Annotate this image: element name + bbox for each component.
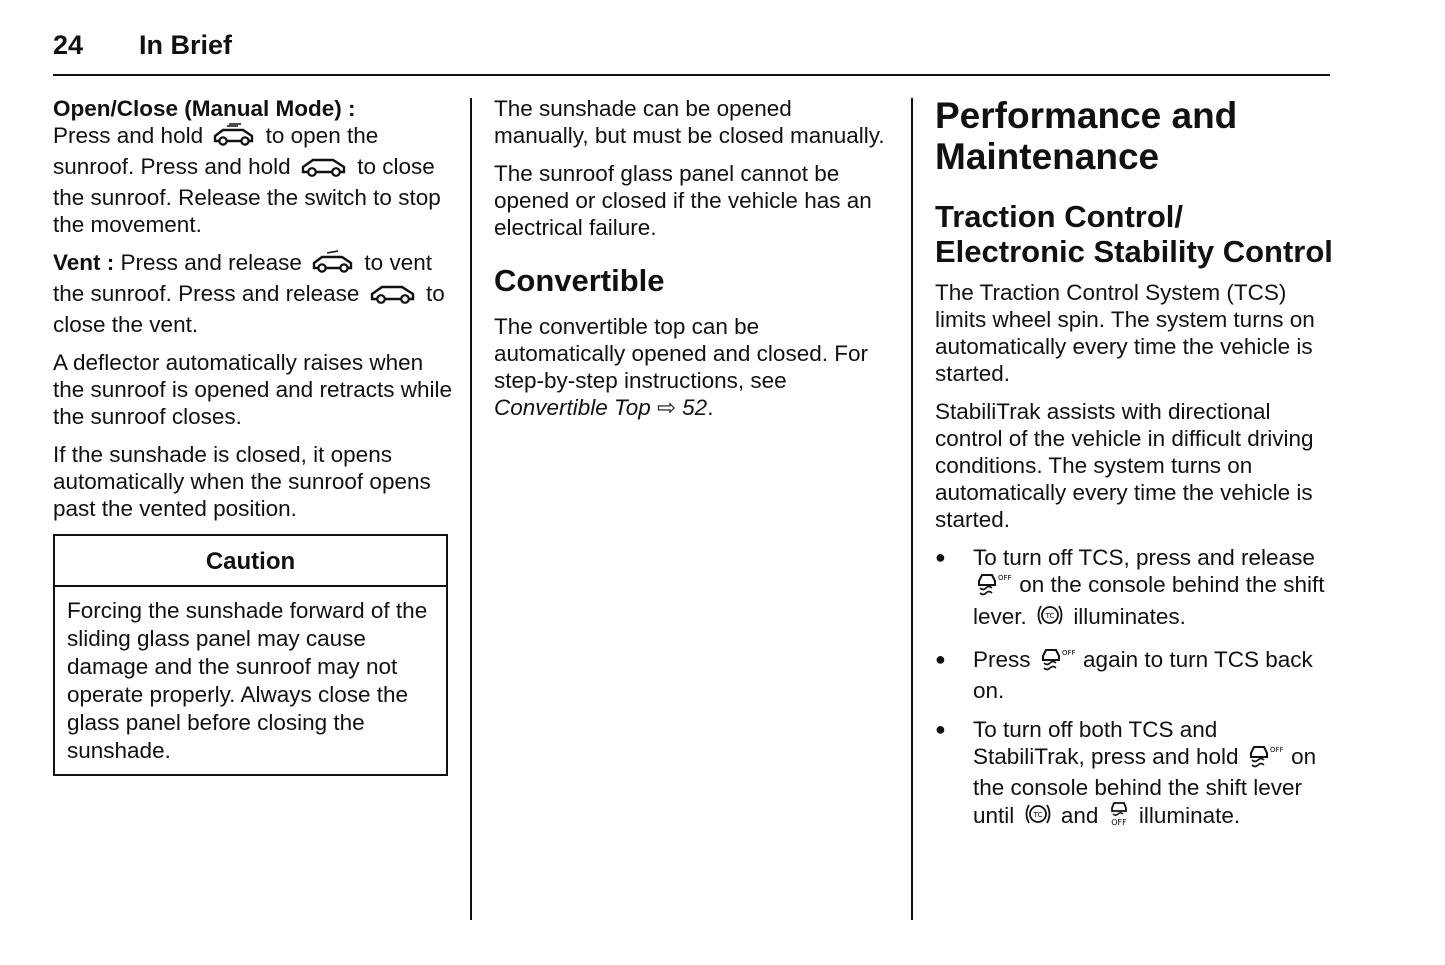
sunroof-vent-icon [311,250,355,280]
convertible-paragraph: The convertible top can be automatically opened and closed. For step-by-step instructions, see Convertible Top ⇨ 52. [494,314,868,420]
svg-text:OFF: OFF [1061,649,1076,657]
xref-arrow-icon: ⇨ [657,395,676,420]
convertible-top-link[interactable]: Convertible Top ⇨ 52 [494,395,708,420]
list-item: ● To turn off both TCS and StabiliTrak, press and hold OFF on the console behind the shift lever until TC and OFF illuminate. [935,716,1335,833]
tc-indicator-icon [1024,801,1052,833]
tcs-instructions-list [935,544,1335,833]
tc-off-button-icon [976,572,1010,602]
tcs-paragraph: The Traction Control System (TCS) limits wheel spin. The system turns on automatically every time the vehicle is started. [935,280,1315,386]
open-close-paragraph: Open/Close (Manual Mode) : Press and hold to open the sunroof. Press and hold to close the sunroof. Release the switch to stop the movement. [53,96,441,237]
convertible-heading: Convertible [494,263,665,298]
svg-text:OFF: OFF [998,574,1012,582]
stabilitrak-paragraph: StabiliTrak assists with directional control of the vehicle in difficult driving conditions. The system turns on automatically every time the vehicle is started. [935,399,1314,532]
tc-off-button-icon [1248,744,1282,774]
column-divider-2 [911,98,913,920]
vent-paragraph: Vent : Press and release to vent the sunroof. Press and release to close the vent. [53,250,445,337]
traction-control-heading: Traction Control/ Electronic Stability Control [935,199,1333,269]
page-header [53,30,1330,76]
list-item: ● To turn off TCS, press and release OFF on the console behind the shift lever. TC illuminates. [935,544,1335,634]
column-3 [935,95,1335,845]
sunshade-manual-paragraph: The sunshade can be opened manually, but must be closed manually. [494,96,885,148]
page-number: 24 [53,30,84,60]
performance-heading: Performance and Maintenance [935,95,1238,177]
caution-body: Forcing the sunshade forward of the sliding glass panel may cause damage and the sunroof may not operate properly. Always close the glass panel before closing the sunshade. [67,598,428,763]
svg-text:OFF: OFF [1269,746,1284,754]
svg-text:TC: TC [1033,811,1042,819]
column-1 [53,95,453,776]
caution-title: Caution [55,536,446,587]
caution-box [53,534,448,776]
sunshade-auto-paragraph: If the sunshade is closed, it opens automatically when the sunroof opens past the vented position. [53,442,431,521]
open-close-heading: Open/Close (Manual Mode) : [53,96,356,121]
sunroof-close-icon [300,154,348,184]
svg-text:TC: TC [1045,612,1055,620]
sunroof-close-vent-icon [369,281,417,311]
list-item: ● Press OFF again to turn TCS back on. [935,646,1335,704]
section-title: In Brief [139,30,233,60]
column-2 [494,95,889,432]
vent-heading: Vent : [53,250,115,275]
sunroof-open-icon [212,123,256,153]
column-divider-1 [470,98,472,920]
deflector-paragraph: A deflector automatically raises when the sunroof is opened and retracts while the sunroof closes. [53,350,452,429]
glass-panel-paragraph: The sunroof glass panel cannot be opened or closed if the vehicle has an electrical failure. [494,161,872,240]
tc-off-button-icon [1040,647,1074,677]
tc-indicator-icon [1036,602,1064,634]
svg-text:OFF: OFF [1110,818,1127,827]
esc-off-indicator-icon [1108,801,1130,833]
